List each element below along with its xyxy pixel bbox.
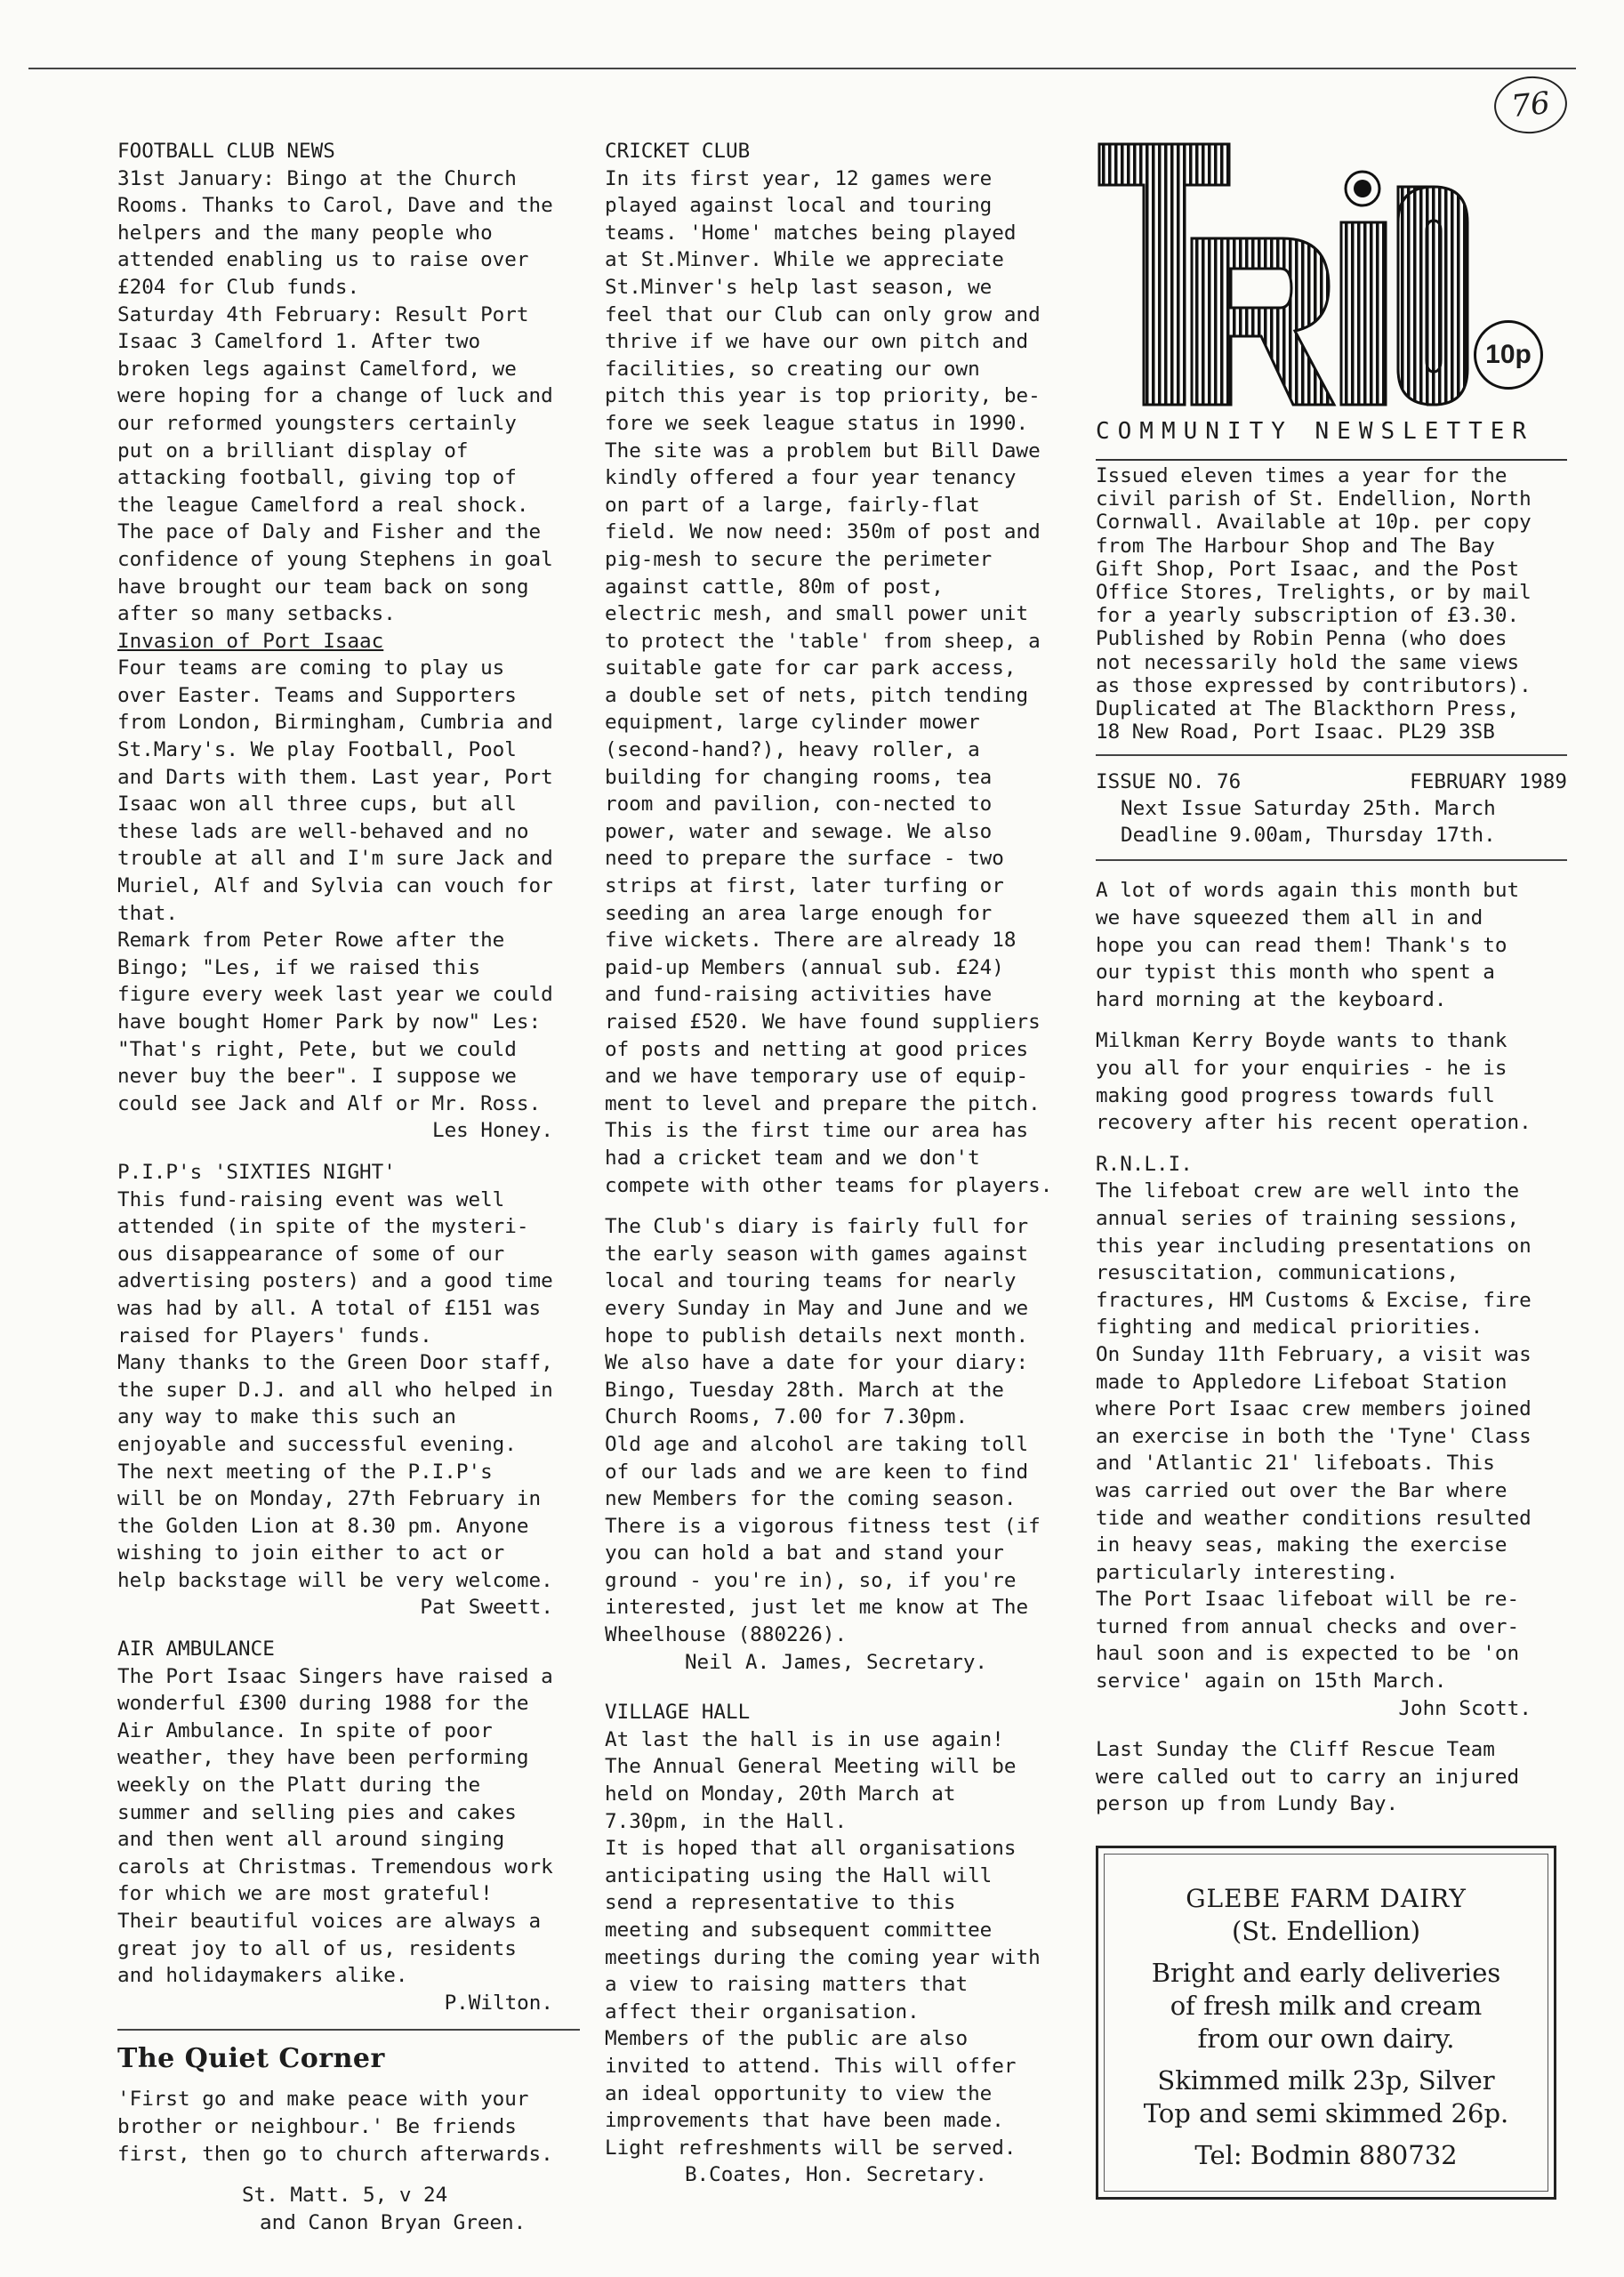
football-bingo-text: 31st January: Bingo at the Church Rooms. Thanks to Carol, Dave and the helpers and the many people who attended enabling us to raise over £204 for Club funds. (117, 166, 553, 299)
sixties-text-2: Many thanks to the Green Door staff, the super D.J. and all who helped in any way to make this such an enjoyable and successful evening. (117, 1351, 553, 1456)
column-right (1096, 84, 1567, 1832)
cliff-rescue-text: Last Sunday the Cliff Rescue Team were called out to carry an injured person up from Lundy Bay. (1096, 1738, 1520, 1816)
dairy-advert-inner (1104, 1854, 1548, 2192)
hall-text: At last the hall is in use again! The Annual General Meeting will be held on Monday, 20th March at 7.30pm, in the Hall. It is hoped that all organisations anticipating using the Hall will send a representative to this meeting and subsequent committee meetings during the coming year with a view to raising matters that affect their organisation. Members of the public are also invited to attend. This will offer an ideal opportunity to view the improvements that have been made. Light refreshments will be served. (605, 1727, 1041, 2160)
trio-logo (1096, 133, 1469, 414)
top-rule (28, 68, 1576, 69)
quiet-divider (117, 2029, 580, 2031)
price-badge: 10p (1474, 320, 1543, 390)
rnli-signature: John Scott. (1398, 1696, 1532, 1720)
invasion-text: Four teams are coming to play us over Easter. Teams and Supporters from London, Birmingham, Cumbria and St.Mary's. We play Football, Pool and Darts with them. Last year, Port Isaac won all three cups, but all these lads are well-behaved and no trouble at all and I'm sure Jack and Muriel, Alf and Sylvia can vouch for that. (117, 656, 553, 925)
hall-heading: VILLAGE HALL (605, 1701, 751, 1725)
ad-line-1: Bright and early deliveries (1151, 1958, 1501, 1988)
ad-phone: Tel: Bodmin 880732 (1194, 2140, 1458, 2170)
masthead-subtitle: COMMUNITY NEWSLETTER (1096, 418, 1535, 445)
cricket-text-1: In its first year, 12 games were played against local and touring teams. 'Home' matches being played at St.Minver. While we appreciate St.Minver's help last season, we feel that our Club can only grow and thrive if we have our own pitch and facilities, so creating our own pitch this year is top priority, be- fore we seek league status in 1990. The site was a problem but Bill Dawe kindly offered a four year tenancy on part of a large, fairly-flat field. We now need: 350m of post and pig-mesh to secure the perimeter against cattle, 80m of post, electric mesh, and small power unit to protect the 'table' from sheep, a suitable gate for car park access, a double set of nets, pitch tending equipment, large cylinder mower (second-hand?), heavy roller, a building for changing rooms, tea room and pavilion, con-nected to power, water and sewage. We also need to prepare the surface - two strips at first, later turfing or seeding an area large enough for five wickets. There are already 18 paid-up Members (annual sub. £24) and fund-raising activities have raised £520. We have found suppliers of posts and netting at good prices and we have temporary use of equip- ment to level and prepare the pitch. This is the first time our area has had a cricket team and we don't compete with other teams for players. (605, 166, 1053, 1197)
issue-date: FEBRUARY 1989 (1410, 770, 1567, 794)
cricket-text-2: The Club's diary is fairly full for the early season with games against local and touring teams for nearly every Sunday in May and June and we hope to publish details next month. We also have a date for your diary: Bingo, Tuesday 28th. March at the Church Rooms, 7.00 for 7.30pm. Old age and alcohol are taking toll of our lads and we are keen to find new Members for the coming season. There is a vigorous fitness test (if you can hold a bat and stand your ground - you're in), so, if you're interested, just let me know at The Wheelhouse (880226). (605, 1215, 1041, 1647)
quiet-ref-1: St. Matt. 5, v 24 (242, 2184, 448, 2208)
issue-divider (1096, 859, 1567, 861)
milkman-text: Milkman Kerry Boyde wants to thank you all for your enquiries - he is making good progress towards full recovery after his recent operation. (1096, 1029, 1532, 1135)
dairy-advert (1096, 1846, 1556, 2200)
sixties-text-3: The next meeting of the P.I.P's will be on Monday, 27th February in the Golden Lion at 8.30 pm. Anyone wishing to join either to act or help backstage will be very welcome. (117, 1460, 553, 1592)
cricket-heading: CRICKET CLUB (605, 140, 751, 163)
ad-line-4: Skimmed milk 23p, Silver (1157, 2065, 1495, 2096)
issue-row (1096, 768, 1567, 795)
ad-line-3: from our own dairy. (1197, 2024, 1455, 2054)
editorial-text: A lot of words again this month but we have squeezed them all in and hope you can read them! Thank's to our typist this month who spent a hard morning at the keyboard. (1096, 879, 1520, 1011)
cricket-signature: Neil A. James, Secretary. (684, 1650, 988, 1674)
masthead (1096, 84, 1567, 454)
invasion-subheading: Invasion of Port Isaac (117, 629, 384, 653)
football-result-text: Saturday 4th February: Result Port Isaac 3 Camelford 1. After two broken legs against Camelford, we were hoping for a change of luck and our reformed youngsters certainly put on a brilliant display of attacking football, giving top of the league Camelford a real shock. The pace of Daly and Fisher and the confidence of young Stephens in goal have brought our team back on song after so many setbacks. (117, 302, 553, 626)
issue-number: ISSUE NO. 76 (1096, 770, 1242, 794)
ad-subtitle: (St. Endellion) (1231, 1916, 1421, 1946)
publication-info (1096, 459, 1567, 744)
remark-text: Remark from Peter Rowe after the Bingo; "Les, if we raised this figure every week last year we could have bought Homer Park by now" Les: "That's right, Pete, but we could never buy the beer". I suppose we could see Jack and Alf or Mr. Ross. (117, 929, 553, 1115)
rnli-text: The lifeboat crew are well into the annual series of training sessions, this year including presentations on resuscitation, communications, fractures, HM Customs & Excise, fire fighting and medical priorities. On Sunday 11th February, a visit was made to Appledore Lifeboat Station where Port Isaac crew members joined an exercise in both the 'Tyne' Class and 'Atlantic 21' lifeboats. This was carried out over the Bar where tide and weather conditions resulted in heavy seas, making the exercise particularly interesting. The Port Isaac lifeboat will be re- turned from annual checks and over- haul soon and is expected to be 'on service' again on 15th March. (1096, 1179, 1532, 1694)
air-text: The Port Isaac Singers have raised a wonderful £300 during 1988 for the Air Ambulance. In spite of poor weather, they have been performing weekly on the Platt during the summer and selling pies and cakes and then went all around singing carols at Christmas. Tremendous work for which we are most grateful! Their beautiful voices are always a great joy to all of us, residents and holidaymakers alike. (117, 1664, 553, 1988)
sixties-text-1: This fund-raising event was well attended (in spite of the mysteri- ous disappearance of some of our advertising posters) and a good time was had by all. A total of £151 was raised for Players' funds. (117, 1187, 553, 1348)
sixties-heading: P.I.P's 'SIXTIES NIGHT' (117, 1160, 396, 1184)
publication-info-text: Issued eleven times a year for the civil parish of St. Endellion, North Cornwall. Available at 10p. per copy from The Harbour Shop and The Bay Gift Shop, Port Isaac, and the Post Office Stores, Trelights, or by mail for a yearly subscription of £3.30. Published by Robin Penna (who does not necessarily hold the same views as those expressed by contributors). Duplicated at The Blackthorn Press, 18 New Road, Port Isaac. PL29 3SB (1096, 464, 1532, 744)
air-heading: AIR AMBULANCE (117, 1637, 275, 1661)
column-left (117, 138, 580, 2236)
football-signature: Les Honey. (431, 1119, 553, 1143)
air-signature: P.Wilton. (444, 1991, 553, 2015)
info-divider (1096, 754, 1567, 756)
ad-title: GLEBE FARM DAIRY (1186, 1884, 1467, 1913)
hall-signature: B.Coates, Hon. Secretary. (684, 2163, 988, 2187)
rnli-heading: R.N.L.I. (1096, 1152, 1193, 1176)
football-heading: FOOTBALL CLUB NEWS (117, 140, 335, 163)
column-middle (605, 138, 1067, 2189)
next-issue-text: Next Issue Saturday 25th. March Deadline 9.00am, Thursday 17th. (1121, 797, 1496, 848)
ad-line-5: Top and semi skimmed 26p. (1143, 2098, 1509, 2128)
quiet-quote: 'First go and make peace with your brother or neighbour.' Be friends first, then go to church afterwards. (117, 2088, 553, 2166)
sixties-signature: Pat Sweett. (420, 1596, 553, 1620)
quiet-corner-title: The Quiet Corner (117, 2043, 385, 2075)
ad-line-2: of fresh milk and cream (1170, 1991, 1483, 2021)
issue-number-handwritten: 76 (1491, 73, 1570, 137)
quiet-ref-2: and Canon Bryan Green. (260, 2210, 527, 2234)
